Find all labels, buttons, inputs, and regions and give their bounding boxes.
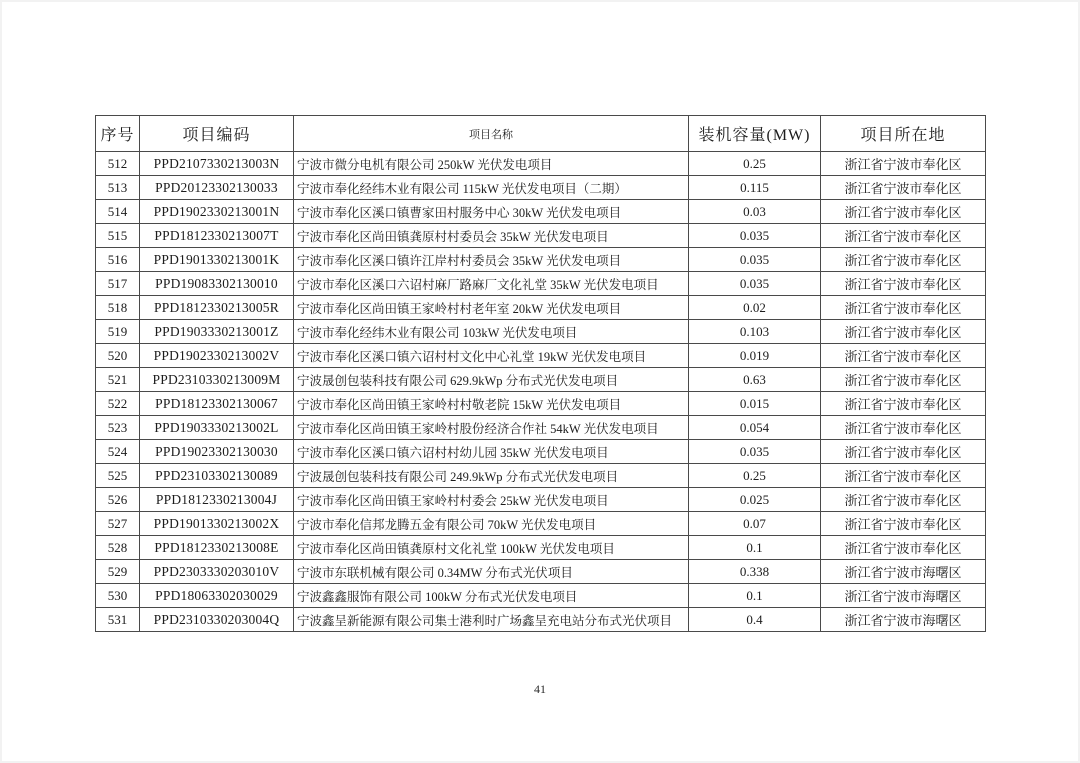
cell-project-code: PPD1812330213005R — [140, 296, 294, 320]
cell-project-code: PPD2107330213003N — [140, 152, 294, 176]
cell-installed-capacity: 0.03 — [689, 200, 821, 224]
cell-project-code: PPD1903330213001Z — [140, 320, 294, 344]
cell-installed-capacity: 0.103 — [689, 320, 821, 344]
cell-installed-capacity: 0.25 — [689, 464, 821, 488]
header-project-code: 项目编码 — [140, 116, 294, 152]
cell-serial-number: 522 — [96, 392, 140, 416]
cell-project-name: 宁波市奉化区溪口镇六诏村村文化中心礼堂 19kW 光伏发电项目 — [294, 344, 689, 368]
cell-project-name: 宁波市奉化区尚田镇王家岭村村老年室 20kW 光伏发电项目 — [294, 296, 689, 320]
table-row — [96, 152, 986, 176]
table-row — [96, 488, 986, 512]
cell-project-code: PPD2310330203004Q — [140, 608, 294, 632]
cell-project-name: 宁波市奉化经纬木业有限公司 103kW 光伏发电项目 — [294, 320, 689, 344]
cell-project-location: 浙江省宁波市奉化区 — [821, 536, 986, 560]
cell-project-name: 宁波市奉化区尚田镇龚原村村委员会 35kW 光伏发电项目 — [294, 224, 689, 248]
cell-project-name: 宁波市奉化区溪口镇曹家田村服务中心 30kW 光伏发电项目 — [294, 200, 689, 224]
cell-serial-number: 519 — [96, 320, 140, 344]
table-row — [96, 248, 986, 272]
cell-project-name: 宁波市奉化区尚田镇王家岭村村敬老院 15kW 光伏发电项目 — [294, 392, 689, 416]
cell-project-code: PPD18063302030029 — [140, 584, 294, 608]
cell-installed-capacity: 0.035 — [689, 440, 821, 464]
table-row — [96, 176, 986, 200]
cell-project-name: 宁波鑫鑫服饰有限公司 100kW 分布式光伏发电项目 — [294, 584, 689, 608]
cell-project-code: PPD23103302130089 — [140, 464, 294, 488]
table-row — [96, 608, 986, 632]
cell-project-code: PPD1812330213004J — [140, 488, 294, 512]
table-row — [96, 512, 986, 536]
page-number: 41 — [534, 682, 546, 696]
table-row — [96, 536, 986, 560]
cell-installed-capacity: 0.63 — [689, 368, 821, 392]
cell-serial-number: 521 — [96, 368, 140, 392]
cell-project-code: PPD19023302130030 — [140, 440, 294, 464]
cell-project-code: PPD1812330213007T — [140, 224, 294, 248]
cell-project-location: 浙江省宁波市奉化区 — [821, 320, 986, 344]
cell-installed-capacity: 0.02 — [689, 296, 821, 320]
table-row — [96, 416, 986, 440]
cell-project-code: PPD1902330213001N — [140, 200, 294, 224]
cell-installed-capacity: 0.035 — [689, 224, 821, 248]
cell-installed-capacity: 0.07 — [689, 512, 821, 536]
cell-project-location: 浙江省宁波市奉化区 — [821, 368, 986, 392]
cell-project-location: 浙江省宁波市海曙区 — [821, 608, 986, 632]
cell-project-location: 浙江省宁波市奉化区 — [821, 440, 986, 464]
cell-project-location: 浙江省宁波市奉化区 — [821, 512, 986, 536]
table-body — [96, 152, 986, 632]
cell-project-name: 宁波市奉化信邦龙腾五金有限公司 70kW 光伏发电项目 — [294, 512, 689, 536]
table-row — [96, 464, 986, 488]
cell-serial-number: 530 — [96, 584, 140, 608]
cell-project-location: 浙江省宁波市奉化区 — [821, 392, 986, 416]
cell-project-name: 宁波市奉化区尚田镇王家岭村股份经济合作社 54kW 光伏发电项目 — [294, 416, 689, 440]
cell-installed-capacity: 0.1 — [689, 584, 821, 608]
cell-installed-capacity: 0.035 — [689, 248, 821, 272]
cell-project-code: PPD1903330213002L — [140, 416, 294, 440]
cell-serial-number: 514 — [96, 200, 140, 224]
table-row — [96, 296, 986, 320]
header-project-name: 项目名称 — [294, 116, 689, 152]
cell-project-name: 宁波市奉化区尚田镇龚原村文化礼堂 100kW 光伏发电项目 — [294, 536, 689, 560]
cell-project-name: 宁波市奉化区尚田镇王家岭村村委会 25kW 光伏发电项目 — [294, 488, 689, 512]
cell-installed-capacity: 0.1 — [689, 536, 821, 560]
table-row — [96, 368, 986, 392]
cell-project-name: 宁波市奉化经纬木业有限公司 115kW 光伏发电项目（二期） — [294, 176, 689, 200]
header-serial-number: 序号 — [96, 116, 140, 152]
cell-project-location: 浙江省宁波市海曙区 — [821, 584, 986, 608]
cell-project-name: 宁波市微分电机有限公司 250kW 光伏发电项目 — [294, 152, 689, 176]
cell-project-code: PPD19083302130010 — [140, 272, 294, 296]
cell-installed-capacity: 0.338 — [689, 560, 821, 584]
cell-serial-number: 518 — [96, 296, 140, 320]
cell-serial-number: 529 — [96, 560, 140, 584]
cell-project-location: 浙江省宁波市奉化区 — [821, 248, 986, 272]
cell-serial-number: 527 — [96, 512, 140, 536]
cell-project-location: 浙江省宁波市奉化区 — [821, 152, 986, 176]
cell-project-name: 宁波市奉化区溪口镇六诏村村幼儿园 35kW 光伏发电项目 — [294, 440, 689, 464]
cell-serial-number: 515 — [96, 224, 140, 248]
cell-project-location: 浙江省宁波市奉化区 — [821, 176, 986, 200]
cell-project-code: PPD1902330213002V — [140, 344, 294, 368]
cell-project-location: 浙江省宁波市奉化区 — [821, 488, 986, 512]
cell-project-location: 浙江省宁波市奉化区 — [821, 200, 986, 224]
cell-installed-capacity: 0.054 — [689, 416, 821, 440]
cell-installed-capacity: 0.015 — [689, 392, 821, 416]
cell-project-location: 浙江省宁波市奉化区 — [821, 416, 986, 440]
cell-project-name: 宁波市东联机械有限公司 0.34MW 分布式光伏项目 — [294, 560, 689, 584]
cell-project-location: 浙江省宁波市海曙区 — [821, 560, 986, 584]
header-installed-capacity: 装机容量(MW) — [689, 116, 821, 152]
cell-project-name: 宁波市奉化区溪口镇许江岸村村委员会 35kW 光伏发电项目 — [294, 248, 689, 272]
cell-project-location: 浙江省宁波市奉化区 — [821, 344, 986, 368]
table-row — [96, 344, 986, 368]
cell-serial-number: 524 — [96, 440, 140, 464]
cell-project-location: 浙江省宁波市奉化区 — [821, 296, 986, 320]
cell-serial-number: 528 — [96, 536, 140, 560]
cell-serial-number: 512 — [96, 152, 140, 176]
table-row — [96, 392, 986, 416]
cell-serial-number: 517 — [96, 272, 140, 296]
cell-project-name: 宁波晟创包装科技有限公司 629.9kWp 分布式光伏发电项目 — [294, 368, 689, 392]
cell-project-code: PPD1812330213008E — [140, 536, 294, 560]
cell-project-code: PPD1901330213002X — [140, 512, 294, 536]
cell-project-location: 浙江省宁波市奉化区 — [821, 224, 986, 248]
cell-project-code: PPD2303330203010V — [140, 560, 294, 584]
cell-serial-number: 525 — [96, 464, 140, 488]
cell-installed-capacity: 0.4 — [689, 608, 821, 632]
cell-serial-number: 513 — [96, 176, 140, 200]
table-row — [96, 560, 986, 584]
cell-installed-capacity: 0.035 — [689, 272, 821, 296]
cell-project-code: PPD2310330213009M — [140, 368, 294, 392]
cell-installed-capacity: 0.115 — [689, 176, 821, 200]
table-row — [96, 440, 986, 464]
cell-project-code: PPD1901330213001K — [140, 248, 294, 272]
table-row — [96, 224, 986, 248]
cell-serial-number: 520 — [96, 344, 140, 368]
table-row — [96, 272, 986, 296]
cell-project-code: PPD18123302130067 — [140, 392, 294, 416]
cell-installed-capacity: 0.25 — [689, 152, 821, 176]
header-project-location: 项目所在地 — [821, 116, 986, 152]
cell-serial-number: 516 — [96, 248, 140, 272]
cell-serial-number: 523 — [96, 416, 140, 440]
cell-project-name: 宁波晟创包装科技有限公司 249.9kWp 分布式光伏发电项目 — [294, 464, 689, 488]
pv-project-table — [95, 115, 986, 632]
table-row — [96, 584, 986, 608]
cell-serial-number: 531 — [96, 608, 140, 632]
cell-project-name: 宁波鑫呈新能源有限公司集士港利时广场鑫呈充电站分布式光伏项目 — [294, 608, 689, 632]
cell-installed-capacity: 0.019 — [689, 344, 821, 368]
cell-project-code: PPD20123302130033 — [140, 176, 294, 200]
cell-project-location: 浙江省宁波市奉化区 — [821, 272, 986, 296]
table-row — [96, 200, 986, 224]
table-row — [96, 320, 986, 344]
table-header-row — [96, 116, 986, 152]
cell-installed-capacity: 0.025 — [689, 488, 821, 512]
cell-project-location: 浙江省宁波市奉化区 — [821, 464, 986, 488]
cell-project-name: 宁波市奉化区溪口六诏村麻厂路麻厂文化礼堂 35kW 光伏发电项目 — [294, 272, 689, 296]
cell-serial-number: 526 — [96, 488, 140, 512]
